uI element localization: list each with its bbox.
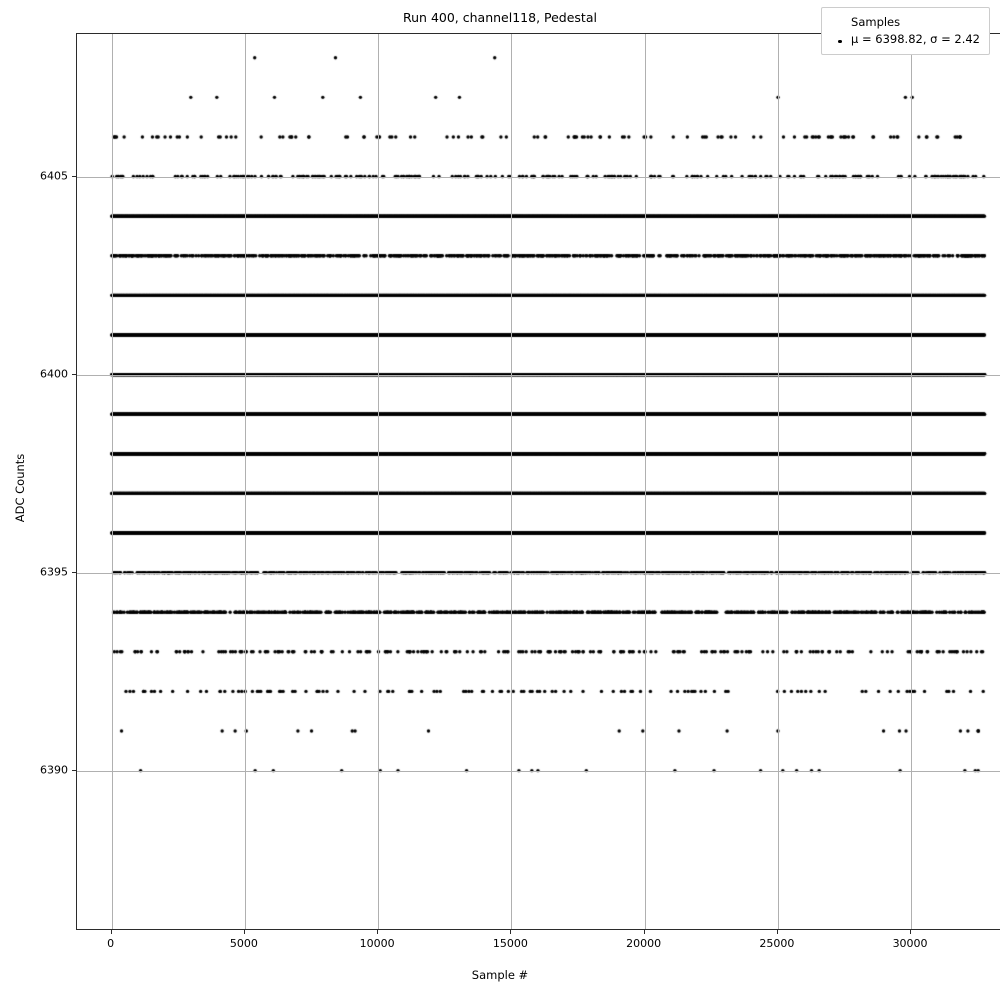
x-tick-mark bbox=[910, 930, 911, 934]
x-tick-mark bbox=[377, 930, 378, 934]
x-tick-label: 15000 bbox=[492, 937, 528, 950]
y-gridline bbox=[77, 375, 1000, 376]
x-tick-label: 0 bbox=[107, 937, 115, 950]
x-tick-label: 10000 bbox=[359, 937, 395, 950]
y-tick-label: 6395 bbox=[40, 565, 68, 579]
y-tick-label: 6400 bbox=[40, 367, 68, 381]
x-tick-mark bbox=[510, 930, 511, 934]
y-tick-mark bbox=[72, 374, 76, 375]
x-gridline bbox=[911, 34, 912, 929]
x-axis-label: Sample # bbox=[471, 968, 529, 982]
x-gridline bbox=[778, 34, 779, 929]
y-tick-mark bbox=[72, 770, 76, 771]
x-gridline bbox=[112, 34, 113, 929]
legend-marker-point-icon bbox=[829, 31, 851, 48]
scatter-plot-canvas bbox=[77, 34, 1000, 929]
legend-entry bbox=[829, 31, 980, 48]
x-tick-label: 5000 bbox=[229, 937, 258, 950]
x-gridline bbox=[245, 34, 246, 929]
legend-entry-label: μ = 6398.82, σ = 2.42 bbox=[851, 32, 980, 46]
y-tick-label: 6405 bbox=[40, 169, 68, 183]
y-tick-label: 6390 bbox=[40, 763, 68, 777]
x-tick-label: 25000 bbox=[759, 937, 795, 950]
y-gridline bbox=[77, 573, 1000, 574]
y-tick-mark bbox=[72, 176, 76, 177]
y-tick-mark bbox=[72, 572, 76, 573]
x-tick-label: 30000 bbox=[892, 937, 928, 950]
x-tick-mark bbox=[644, 930, 645, 934]
x-gridline bbox=[645, 34, 646, 929]
x-tick-mark bbox=[777, 930, 778, 934]
x-gridline bbox=[378, 34, 379, 929]
x-tick-mark bbox=[244, 930, 245, 934]
legend-title: Samples bbox=[851, 15, 901, 29]
y-axis-label: ADC Counts bbox=[13, 453, 27, 523]
x-tick-mark bbox=[111, 930, 112, 934]
y-gridline bbox=[77, 771, 1000, 772]
chart-title: Run 400, channel118, Pedestal bbox=[403, 10, 597, 25]
x-tick-label: 20000 bbox=[626, 937, 662, 950]
plot-axes-frame bbox=[76, 33, 1000, 930]
y-gridline bbox=[77, 177, 1000, 178]
x-gridline bbox=[511, 34, 512, 929]
legend bbox=[821, 7, 990, 55]
